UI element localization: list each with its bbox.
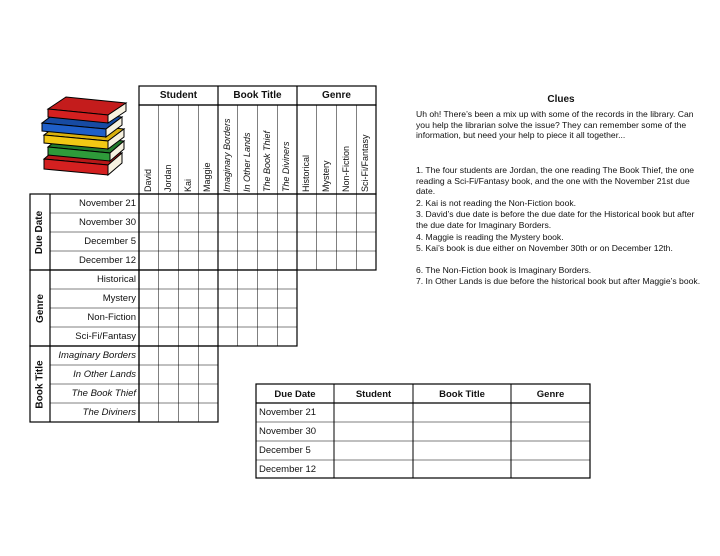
answer-cell[interactable] [413,403,511,422]
answer-header-genre: Genre [536,389,565,400]
row-label-book: The Book Thief [71,388,136,399]
answer-row-date: November 21 [259,407,317,418]
answer-cell[interactable] [511,422,590,441]
row-label-due-date: November 21 [78,198,136,209]
row-label-genre: Historical [96,274,136,285]
col-label-student: Kai [183,178,193,192]
answer-cell[interactable] [413,422,511,441]
answer-header-student: Student [355,389,392,400]
answer-cell[interactable] [334,441,413,460]
clue-item: 2. Kai is not reading the Non-Fiction book. [416,198,577,208]
row-label-book: The Diviners [82,407,136,418]
answer-row-date: December 5 [259,445,311,456]
row-label-book: In Other Lands [73,369,136,380]
answer-cell[interactable] [334,422,413,441]
answer-cell[interactable] [511,441,590,460]
header-student: Student [159,90,198,101]
row-label-due-date: December 5 [84,236,136,247]
clues-intro: Uh oh! There’s been a mix up with some of the records in the library. Can you help the librarian solve the issue? They can remember some of the information, but need your help to piece it all together... [416,109,694,141]
row-label-book: Imaginary Borders [58,350,136,361]
col-label-student: David [143,168,153,192]
answer-cell[interactable] [511,403,590,422]
clue-item: 1. The four students are Jordan, the one reading The Book Thief, the one reading a Sci-Fi/Fantasy book, and the one with the November 21st due date. [416,165,695,197]
col-label-book: The Book Thief [262,130,272,192]
col-label-genre: Non-Fiction [341,145,351,192]
answer-cell[interactable] [413,460,511,479]
header-book-title: Book Title [233,90,282,101]
answer-header-book-title: Book Title [439,389,485,400]
clue-item: 4. Maggie is reading the Mystery book. [416,232,564,242]
answer-row-date: December 12 [259,464,317,475]
answer-cell[interactable] [413,441,511,460]
clue-item: 5. Kai’s book is due either on November 30th or on December 12th. [416,243,673,253]
answer-cell[interactable] [334,403,413,422]
answer-header-due-date: Due Date [274,389,316,400]
answer-row-date: November 30 [259,426,317,437]
col-label-student: Jordan [163,164,173,192]
side-category-genre: Genre [34,293,46,323]
clue-item: 6. The Non-Fiction book is Imaginary Borders. [416,265,592,275]
col-label-genre: Mystery [321,160,331,192]
col-label-book: Imaginary Borders [222,118,232,192]
answer-cell[interactable] [334,460,413,479]
col-label-genre: Sci-Fi/Fantasy [360,134,370,192]
side-category-due-date: Due Date [34,210,46,254]
col-label-book: In Other Lands [242,132,252,192]
answer-cell[interactable] [511,460,590,479]
header-genre: Genre [322,90,351,101]
col-label-student: Maggie [202,162,212,192]
clues-title: Clues [547,94,575,105]
row-label-genre: Non-Fiction [87,312,136,323]
col-label-genre: Historical [301,154,311,192]
col-label-book: The Diviners [281,141,291,192]
clue-item: 3. David’s due date is before the due date for the Historical book but after the due date for Imaginary Borders. [416,209,695,230]
row-label-genre: Sci-Fi/Fantasy [75,331,136,342]
row-label-due-date: November 30 [78,217,136,228]
row-label-genre: Mystery [102,293,136,304]
clue-item: 7. In Other Lands is due before the historical book but after Maggie’s book. [416,276,701,286]
row-label-due-date: December 12 [78,255,136,266]
side-category-book-title: Book Title [34,359,46,409]
